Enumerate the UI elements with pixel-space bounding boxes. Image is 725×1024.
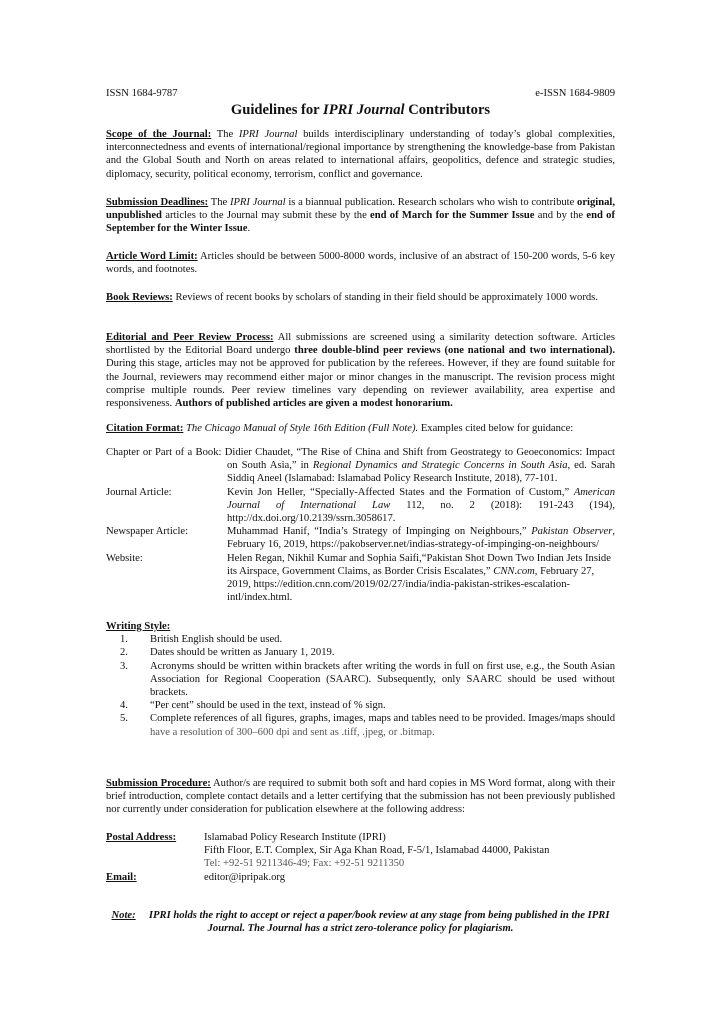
deadlines-bold-2: end of March for the Summer Issue — [370, 210, 535, 222]
note-label: Note: — [111, 910, 136, 921]
ref-news-body — [227, 525, 615, 551]
deadlines-text-2: articles to the Journal may submit these by the — [161, 210, 371, 222]
list-item — [106, 633, 615, 646]
list-item-text — [140, 712, 615, 738]
item5-text-2: have a resolution of 300–600 dpi and sent as .tiff, .jpeg, or .bitmap. — [150, 726, 435, 738]
review-bold-2: Authors of published articles are given a modest honorarium. — [174, 398, 453, 410]
scope-pre: The — [211, 129, 239, 140]
review-process-heading: Editorial and Peer Review Process: — [106, 332, 274, 343]
scope-text: builds interdisciplinary understanding of today’s global complexities, interconnectedness and events of international/regional importance by strengthening the knowledge-base from Pakistan and the Global South and North on areas related to international affairs, geopolitics, defence and strategic studies, diplomacy, security, political economy, terrorism, conflict and governance. — [106, 129, 615, 180]
writing-style-section — [106, 620, 615, 739]
ref-news-text-2: , February 16, 2019, https://pakobserver.net/indias-strategy-of-impinging-on-neighbours/ — [227, 526, 615, 551]
ref-journal-text-2: 112, no. 2 (2018): 191-243 (194), http://dx.doi.org/10.2139/ssrn.3058617. — [227, 499, 615, 525]
ref-chapter — [106, 446, 615, 486]
ref-journal-label: Journal Article: — [106, 486, 172, 498]
ref-website-text-2: , February 27, 2019, https://edition.cnn.com/2019/02/27/india/india-pakistan-strikes-escalation-intl/index.html. — [227, 565, 595, 604]
ref-journal-text-1: Kevin Jon Heller, “Specially-Affected States and the Formation of Custom,” — [227, 486, 574, 498]
deadlines-text-1: is a biannual publication. Research scholars who wish to contribute — [285, 197, 578, 208]
deadlines-heading: Submission Deadlines: — [106, 197, 209, 208]
plagiarism-note — [106, 909, 615, 936]
ref-news — [106, 525, 615, 551]
list-item-text: “Per cent” should be used in the text, instead of % sign. — [150, 700, 386, 712]
list-item — [106, 660, 615, 700]
deadlines-pre: The — [208, 197, 230, 208]
review-text-1: All submissions are screened using a similarity detection software. Articles shortlisted by the Editorial Board undergo — [106, 332, 615, 357]
ref-news-title: Pakistan Observer — [531, 526, 613, 538]
ref-journal — [106, 486, 615, 526]
title-post: Contributors — [404, 102, 491, 118]
word-limit-heading: Article Word Limit: — [106, 251, 198, 262]
ref-website-title: CNN.com — [493, 565, 535, 577]
ref-journal-title: American Journal of International Law — [227, 486, 615, 511]
postal-address-row — [106, 831, 615, 871]
postal-line-3: Tel: +92-51 9211346-49; Fax: +92-51 9211350 — [204, 858, 405, 870]
list-item-number: 2. — [120, 647, 128, 659]
book-reviews-heading: Book Reviews: — [106, 292, 173, 303]
review-bold-1: three double-blind peer reviews (one national and two international). — [294, 345, 616, 357]
scope-section — [106, 128, 615, 181]
ref-chapter-title: Regional Dynamics and Strategic Concerns in South Asia — [312, 460, 568, 472]
writing-style-list — [106, 633, 615, 739]
word-limit-section — [106, 250, 615, 276]
ref-website-body — [227, 552, 615, 605]
list-item-text: Dates should be written as January 1, 2019. — [150, 647, 335, 659]
page-title — [106, 101, 615, 119]
word-limit-text: Articles should be between 5000-8000 words, inclusive of an abstract of 150-200 words, 5-6 key words, and footnotes. — [106, 251, 615, 276]
ref-news-label: Newspaper Article: — [106, 526, 189, 538]
review-process-section — [106, 331, 615, 410]
issn-electronic: e-ISSN 1684-9809 — [535, 88, 615, 99]
postal-line-1: Islamabad Policy Research Institute (IPRI) — [204, 832, 386, 843]
list-item-number: 4. — [120, 700, 128, 712]
review-text-2: During this stage, articles may not be approved for publication by the referees. However, if they are found suitable for the Journal, reviewers may recommend either major or minor changes in the manuscript. The revision process might comprise multiple rounds. Peer review timelines vary depending on reviewer availability, area expertise and responsiveness. — [106, 358, 615, 410]
postal-address-label: Postal Address: — [106, 832, 177, 843]
title-pre: Guidelines for — [230, 102, 324, 118]
issn-row — [106, 87, 615, 101]
list-item — [106, 699, 615, 712]
scope-journal: IPRI Journal — [238, 129, 298, 140]
ref-chapter-text-2: , ed. Sarah Siddiq Aneel (Islamabad: Islamabad Policy Research Institute, 2018), 77-101. — [227, 460, 615, 485]
issn-print: ISSN 1684-9787 — [106, 88, 178, 99]
book-reviews-text: Reviews of recent books by scholars of standing in their field should be approximately 1000 words. — [172, 292, 598, 303]
deadlines-bold-1: original, unpublished — [106, 197, 615, 222]
email-label: Email: — [106, 871, 137, 883]
list-item — [106, 646, 615, 659]
list-item — [106, 712, 615, 738]
email-address[interactable]: editor@ipripak.org — [204, 871, 286, 883]
deadlines-bold-3: end of September for the Winter Issue — [106, 210, 615, 235]
list-item-text: Acronyms should be written within brackets after writing the words in full on first use, e.g., the South Asian Association for Regional Cooperation (SAARC). Subsequently, only SAARC should be used without brackets. — [150, 660, 615, 699]
procedure-section — [106, 777, 615, 817]
ref-journal-body — [227, 486, 615, 526]
email-row — [106, 871, 615, 884]
ref-chapter-label: Chapter or Part of a Book: — [106, 447, 222, 458]
citation-section — [106, 422, 615, 435]
list-item-number: 3. — [120, 660, 128, 672]
reference-examples — [106, 446, 615, 604]
scope-heading: Scope of the Journal: — [106, 129, 212, 140]
ref-website-text-1: Helen Regan, Nikhil Kumar and Sophia Saifi,“Pakistan Shot Down Two Indian Jets Inside its Airspace, Government Claims, as Border Crisis Escalates,” — [227, 552, 611, 577]
list-item-text: British English should be used. — [150, 634, 283, 646]
book-reviews-section — [106, 291, 615, 304]
postal-line-2: Fifth Floor, E.T. Complex, Sir Aga Khan Road, F-5/1, Islamabad 44000, Pakistan — [204, 845, 550, 857]
procedure-text: Author/s are required to submit both soft and hard copies in MS Word format, along with their brief introduction, complete contact details and a letter certifying that the submission has not been previously published nor currently under consideration for publication elsewhere at the following address: — [106, 778, 615, 816]
ref-website-label: Website: — [106, 552, 143, 564]
deadlines-journal: IPRI Journal — [229, 197, 286, 208]
writing-style-heading: Writing Style: — [106, 621, 171, 632]
deadlines-section — [106, 196, 615, 236]
ref-website — [106, 552, 615, 605]
item5-text-1: Complete references of all figures, graphs, images, maps and tables need to be provided. Images/maps should — [150, 713, 615, 725]
procedure-heading: Submission Procedure: — [106, 778, 211, 789]
list-item-number: 1. — [120, 634, 128, 646]
deadlines-text-3: and by the — [534, 210, 587, 222]
note-text: IPRI holds the right to accept or reject a paper/book review at any stage from being published in the IPRI Journal. The Journal has a strict zero-tolerance policy for plagiarism. — [148, 910, 610, 935]
address-block — [106, 831, 615, 884]
ref-chapter-text-1: Didier Chaudet, “The Rise of China and Shift from Geostrategy to Geoeconomics: Impact on South Asia,” in — [221, 447, 615, 472]
ref-news-text-1: Muhammad Hanif, “India’s Strategy of Impinging on Neighbours,” — [227, 526, 532, 538]
citation-text: Examples cited below for guidance: — [418, 423, 574, 434]
citation-heading: Citation Format: — [106, 423, 184, 434]
citation-style: The Chicago Manual of Style 16th Edition (Full Note). — [186, 423, 419, 434]
deadlines-text-4: . — [247, 223, 251, 235]
title-journal: IPRI Journal — [323, 102, 405, 118]
postal-address-body — [204, 831, 615, 871]
list-item-number: 5. — [120, 713, 128, 725]
